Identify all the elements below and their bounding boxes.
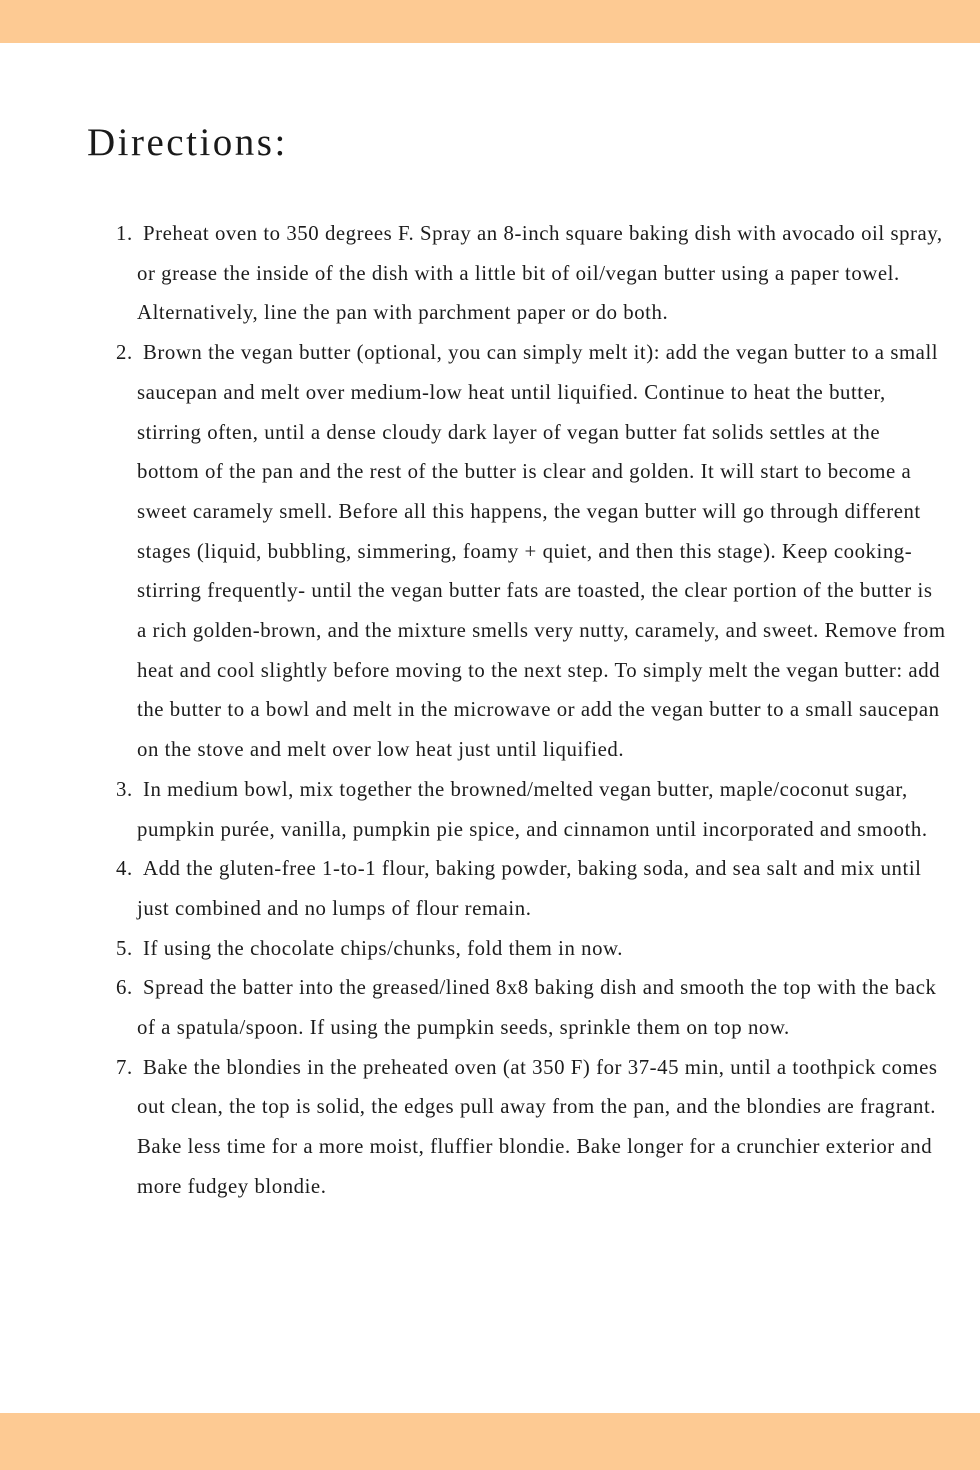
- step-number: 2.: [116, 341, 133, 365]
- list-item: [116, 849, 946, 928]
- step-text: Add the gluten-free 1-to-1 flour, baking powder, baking soda, and sea salt and mix until just combined and no lumps of flour remain.: [137, 857, 922, 920]
- step-number: 7.: [116, 1055, 133, 1079]
- step-number: 3.: [116, 777, 133, 801]
- list-item: [116, 770, 946, 849]
- step-text: Brown the vegan butter (optional, you can simply melt it): add the vegan butter to a small saucepan and melt over medium-low heat until liquified. Continue to heat the butter, stirring often, until a dense cloudy dark layer of vegan butter fat solids settles at the bottom of the pan and the rest of the butter is clear and golden. It will start to become a sweet caramely smell. Before all this happens, the vegan butter will go through different stages (liquid, bubbling, simmering, foamy + quiet, and then this stage). Keep cooking- stirring frequently- until the vegan butter fats are toasted, the clear portion of the butter is a rich golden-brown, and the mixture smells very nutty, caramely, and sweet. Remove from heat and cool slightly before moving to the next step. To simply melt the vegan butter: add the butter to a bowl and melt in the microwave or add the vegan butter to a small saucepan on the stove and melt over low heat just until liquified.: [137, 341, 946, 762]
- step-number: 5.: [116, 936, 133, 960]
- step-number: 1.: [116, 222, 133, 245]
- list-item: [116, 333, 946, 770]
- step-text: Spread the batter into the greased/lined 8x8 baking dish and smooth the top with the back of a spatula/spoon. If using the pumpkin seeds, sprinkle them on top now.: [137, 976, 937, 1040]
- top-accent-band: [0, 0, 980, 43]
- directions-list: [116, 214, 946, 1207]
- step-text: In medium bowl, mix together the browned/melted vegan butter, maple/coconut sugar, pumpkin purée, vanilla, pumpkin pie spice, and cinnamon until incorporated and smooth.: [137, 777, 928, 841]
- list-item: [116, 1048, 946, 1207]
- step-text: Preheat oven to 350 degrees F. Spray an 8-inch square baking dish with avocado oil spray, or grease the inside of the dish with a little bit of oil/vegan butter using a paper towel. Alternatively, line the pan with parchment paper or do both.: [137, 222, 943, 325]
- list-item: [116, 968, 946, 1047]
- step-number: 4.: [116, 857, 133, 881]
- step-text: Bake the blondies in the preheated oven (at 350 F) for 37-45 min, until a toothpick comes out clean, the top is solid, the edges pull away from the pan, and the blondies are fragrant. Bake less time for a more moist, fluffier blondie. Bake longer for a crunchier exterior and more fudgey blondie.: [137, 1055, 938, 1198]
- step-text: If using the chocolate chips/chunks, fold them in now.: [143, 936, 624, 960]
- page-title: Directions:: [87, 121, 288, 164]
- list-item: [116, 929, 946, 969]
- bottom-accent-band: [0, 1413, 980, 1470]
- list-item: [116, 214, 946, 333]
- step-number: 6.: [116, 976, 133, 1000]
